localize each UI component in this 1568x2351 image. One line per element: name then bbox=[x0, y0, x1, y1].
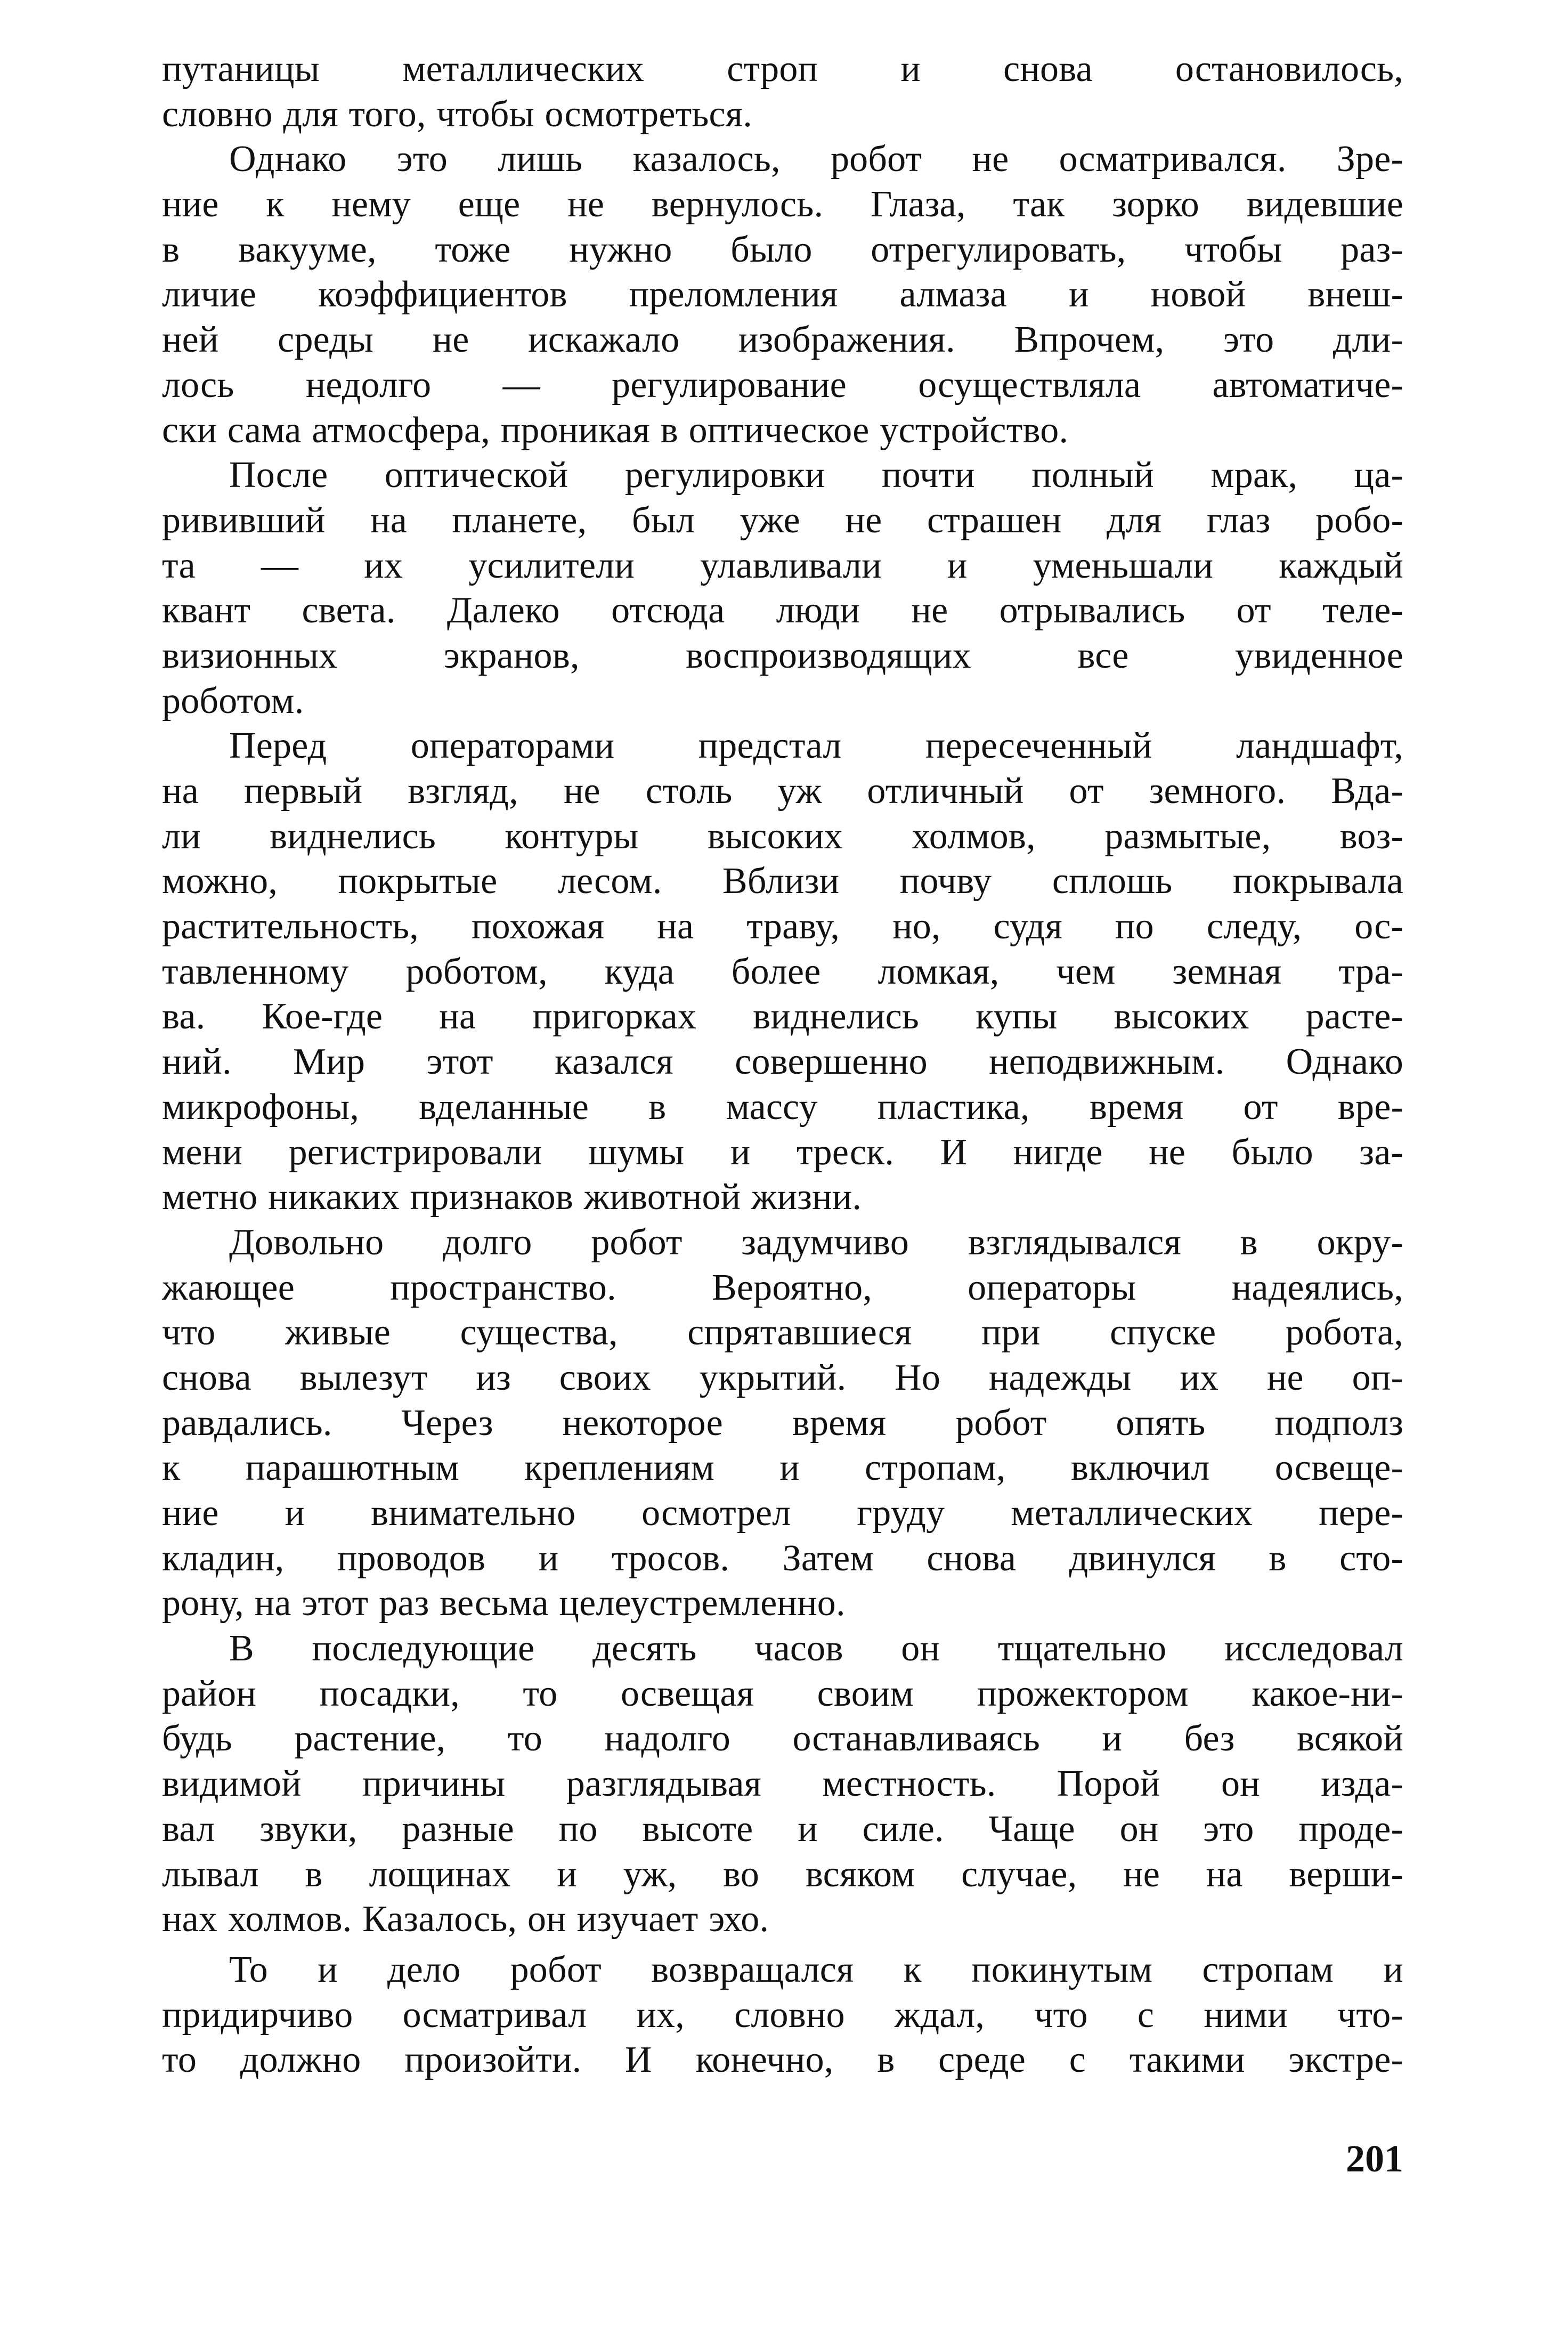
text-line: видимой причины разглядывая местность. Порой он изда- bbox=[162, 1763, 1403, 1805]
text-line: ние к нему еще не вернулось. Глаза, так зорко видевшие bbox=[162, 184, 1403, 225]
text-line: нах холмов. Казалось, он изучает эхо. bbox=[162, 1899, 769, 1940]
text-line: район посадки, то освещая своим прожектором какое-ни- bbox=[162, 1673, 1403, 1714]
text-line: После оптической регулировки почти полный мрак, ца- bbox=[229, 455, 1403, 496]
text-line: ли виднелись контуры высоких холмов, размытые, воз- bbox=[162, 815, 1403, 857]
text-line: к парашютным креплениям и стропам, включил освеще- bbox=[162, 1447, 1403, 1489]
text-line: ски сама атмосфера, проникая в оптическое устройство. bbox=[162, 409, 1069, 451]
text-line: ней среды не искажало изображения. Впрочем, это дли- bbox=[162, 319, 1403, 361]
text-line: вал звуки, разные по высоте и силе. Чаще он это проде- bbox=[162, 1808, 1403, 1850]
text-line: Довольно долго робот задумчиво взглядывался в окру- bbox=[229, 1221, 1403, 1263]
text-line: то должно произойти. И конечно, в среде с такими экстре- bbox=[162, 2039, 1403, 2081]
text-line: что живые существа, спрятавшиеся при спуске робота, bbox=[162, 1312, 1403, 1353]
text-line: кладин, проводов и тросов. Затем снова двинулся в сто- bbox=[162, 1537, 1403, 1579]
text-line: можно, покрытые лесом. Вблизи почву сплошь покрывала bbox=[162, 861, 1403, 902]
text-line: лывал в лощинах и уж, во всяком случае, не на верши- bbox=[162, 1853, 1403, 1895]
text-line: мени регистрировали шумы и треск. И нигде не было за- bbox=[162, 1131, 1403, 1173]
text-line: То и дело робот возвращался к покинутым стропам и bbox=[229, 1949, 1403, 1990]
text-line: метно никаких признаков животной жизни. bbox=[162, 1177, 862, 1218]
text-line: ва. Кое-где на пригорках виднелись купы высоких расте- bbox=[162, 996, 1403, 1037]
text-line: путаницы металлических строп и снова остановилось, bbox=[162, 48, 1403, 90]
text-line: квант света. Далеко отсюда люди не отрывались от теле- bbox=[162, 590, 1403, 631]
text-line: та — их усилители улавливали и уменьшали каждый bbox=[162, 545, 1403, 586]
text-line: личие коэффициентов преломления алмаза и новой внеш- bbox=[162, 274, 1403, 315]
text-line: микрофоны, вделанные в массу пластика, время от вре- bbox=[162, 1086, 1403, 1128]
page-number: 201 bbox=[1346, 2137, 1403, 2180]
text-line: жающее пространство. Вероятно, операторы надеялись, bbox=[162, 1267, 1403, 1308]
book-page-text bbox=[162, 47, 1403, 2083]
text-line: ний. Мир этот казался совершенно неподвижным. Однако bbox=[162, 1041, 1403, 1083]
text-line: придирчиво осматривал их, словно ждал, что с ними что- bbox=[162, 1994, 1403, 2036]
text-line: В последующие десять часов он тщательно исследовал bbox=[229, 1628, 1403, 1669]
text-line: будь растение, то надолго останавливаясь и без всякой bbox=[162, 1718, 1403, 1760]
text-line: снова вылезут из своих укрытий. Но надежды их не оп- bbox=[162, 1357, 1403, 1398]
text-line: тавленному роботом, куда более ломкая, чем земная тра- bbox=[162, 951, 1403, 992]
text-line: лось недолго — регулирование осуществляла автоматиче- bbox=[162, 364, 1403, 406]
text-line: растительность, похожая на траву, но, судя по следу, ос- bbox=[162, 906, 1403, 947]
text-line: роботом. bbox=[162, 680, 304, 721]
text-line: в вакууме, тоже нужно было отрегулировать, чтобы раз- bbox=[162, 229, 1403, 270]
text-line: ние и внимательно осмотрел груду металлических пере- bbox=[162, 1493, 1403, 1534]
text-line: словно для того, чтобы осмотреться. bbox=[162, 93, 752, 135]
text-line: рону, на этот раз весьма целеустремленно. bbox=[162, 1583, 846, 1624]
text-line: визионных экранов, воспроизводящих все увиденное bbox=[162, 635, 1403, 676]
text-line: на первый взгляд, не столь уж отличный от земного. Вда- bbox=[162, 771, 1403, 812]
text-line: равдались. Через некоторое время робот опять подполз bbox=[162, 1402, 1403, 1444]
text-line: рививший на планете, был уже не страшен для глаз робо- bbox=[162, 499, 1403, 541]
text-line: Перед операторами предстал пересеченный ландшафт, bbox=[229, 725, 1403, 767]
text-line: Однако это лишь казалось, робот не осматривался. Зре- bbox=[229, 139, 1403, 180]
